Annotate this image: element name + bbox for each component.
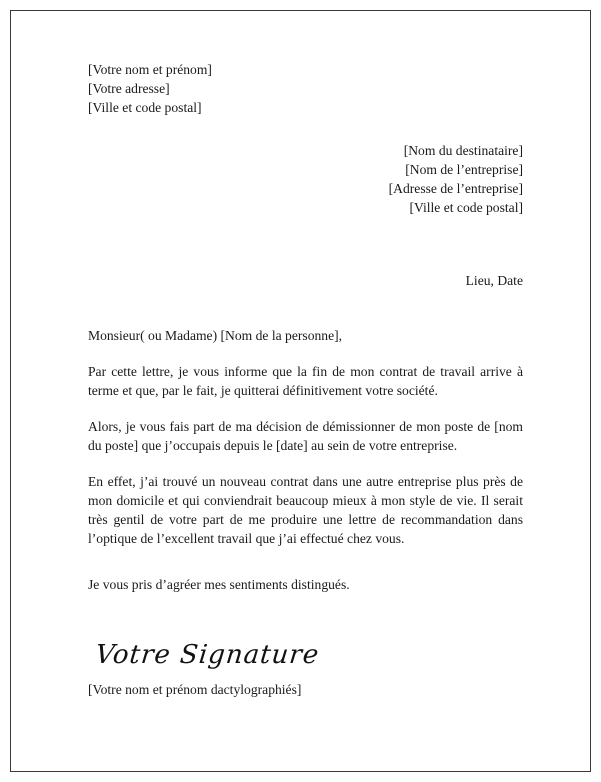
handwritten-signature: Votre Signature (94, 640, 321, 670)
place-date-line: Lieu, Date (465, 273, 523, 288)
body-paragraph-3: En effet, j’ai trouvé un nouveau contrat dans une autre entreprise plus près de mon domicile et qui conviendrait beaucoup mieux à mon style de vie. Il serait très gentil de votre part de me produire une lettre de recommandation dans l’optique de l’excellent travail que j’ai effectué chez vous. (88, 474, 523, 546)
sender-address-line: [Votre adresse] (88, 81, 170, 96)
recipient-company-line: [Nom de l’entreprise] (405, 162, 523, 177)
sender-name-line: [Votre nom et prénom] (88, 62, 212, 77)
body-paragraph-1: Par cette lettre, je vous informe que la fin de mon contrat de travail arrive à terme et que, par le fait, je quitterai définitivement votre société. (88, 364, 523, 398)
sender-city-line: [Ville et code postal] (88, 100, 202, 115)
body-paragraph-2: Alors, je vous fais part de ma décision de démissionner de mon poste de [nom du poste] que j’occupais depuis le [date] au sein de votre entreprise. (88, 419, 523, 453)
closing-paragraph: Je vous pris d’agréer mes sentiments distingués. (88, 577, 350, 592)
salutation: Monsieur( ou Madame) [Nom de la personne], (88, 328, 343, 343)
recipient-company-address-line: [Adresse de l’entreprise] (388, 181, 523, 196)
typed-name-line: [Votre nom et prénom dactylographiés] (88, 682, 302, 697)
letter-content (88, 60, 523, 699)
recipient-name-line: [Nom du destinataire] (403, 143, 523, 158)
recipient-city-line: [Ville et code postal] (409, 200, 523, 215)
sender-address-block (88, 60, 523, 117)
recipient-address-block (88, 141, 523, 217)
